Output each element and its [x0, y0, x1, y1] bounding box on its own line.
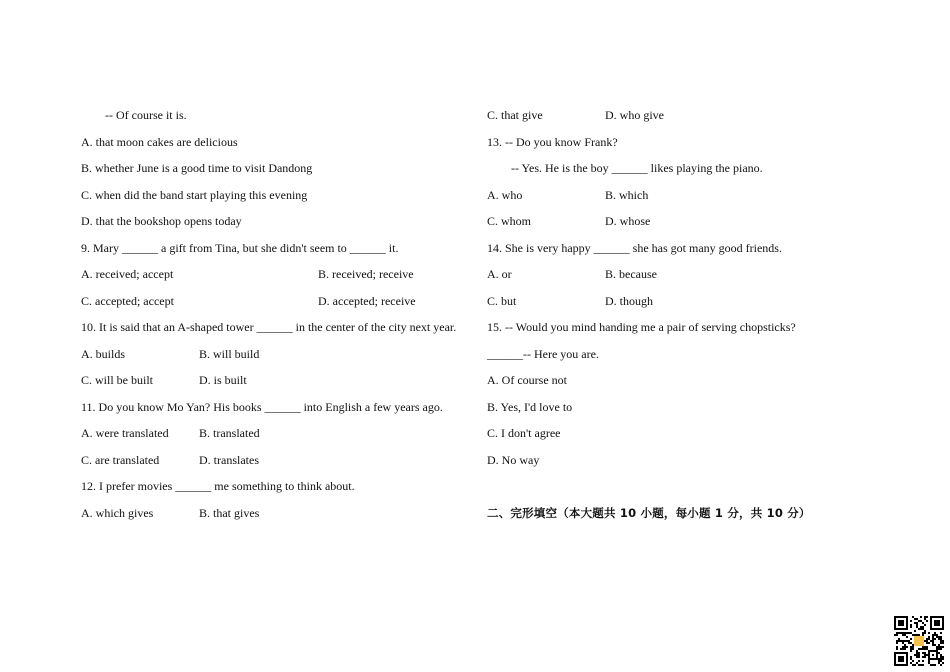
option-text: A. received; accept	[81, 267, 174, 281]
qr-module	[926, 642, 928, 644]
option-text: B. because	[605, 267, 657, 281]
qr-module	[918, 656, 920, 658]
qr-module	[940, 658, 942, 660]
qr-module	[916, 650, 918, 652]
qr-module	[926, 646, 928, 648]
qr-module	[902, 642, 904, 644]
qr-module	[912, 648, 914, 650]
question-line: 9. Mary ______ a gift from Tina, but she didn't seem to ______ it.	[81, 240, 399, 255]
qr-module	[918, 660, 920, 662]
qr-module	[942, 640, 944, 642]
qr-module	[898, 640, 900, 642]
qr-module	[922, 652, 924, 654]
qr-module	[926, 620, 928, 622]
qr-module	[914, 636, 924, 646]
qr-module	[904, 632, 906, 634]
qr-module	[922, 656, 924, 658]
qr-module	[924, 640, 926, 642]
option-text: D. though	[605, 293, 653, 308]
question-line: B. whether June is a good time to visit Dandong	[81, 161, 313, 175]
qr-module	[916, 662, 918, 664]
qr-module	[910, 632, 912, 634]
qr-module	[938, 658, 940, 660]
qr-module	[932, 634, 934, 636]
qr-module	[926, 648, 928, 650]
qr-module	[902, 632, 904, 634]
qr-module	[926, 638, 928, 640]
qr-module	[940, 642, 942, 644]
qr-module	[938, 660, 940, 662]
qr-module	[938, 662, 940, 664]
question-line: B. Yes, I'd love to	[487, 399, 573, 414]
qr-module	[916, 652, 918, 654]
qr-module	[920, 626, 922, 628]
qr-module	[926, 640, 928, 642]
qr-module	[904, 648, 906, 650]
qr-module	[920, 620, 922, 622]
qr-module	[932, 638, 934, 640]
option-text: B. translated	[199, 426, 260, 440]
qr-module	[932, 644, 934, 646]
qr-module	[934, 634, 936, 636]
option-row	[487, 208, 927, 235]
qr-module	[942, 642, 944, 644]
left-column	[81, 102, 476, 526]
qr-module	[938, 638, 940, 640]
option-text: A. which gives	[81, 505, 154, 520]
qr-module	[898, 656, 904, 662]
qr-module	[934, 632, 936, 634]
option-text: A. builds	[81, 346, 126, 361]
qr-module	[940, 664, 942, 666]
qr-module	[932, 640, 934, 642]
question-line: 15. -- Would you mind handing me a pair of serving chopsticks?	[487, 320, 796, 334]
qr-module	[926, 654, 928, 656]
qr-module	[896, 646, 898, 648]
option-row	[81, 341, 476, 368]
qr-module	[930, 640, 932, 642]
option-row	[81, 288, 476, 315]
qr-module	[936, 636, 938, 638]
qr-module	[922, 664, 924, 666]
qr-module	[922, 648, 924, 650]
option-text: D. translates	[199, 452, 259, 467]
qr-module	[922, 622, 924, 624]
qr-module	[912, 646, 914, 648]
qr-module	[924, 656, 926, 658]
qr-module	[910, 646, 912, 648]
qr-module	[896, 642, 898, 644]
option-text: B. will build	[199, 346, 260, 361]
qr-module	[940, 654, 942, 656]
option-row	[487, 102, 927, 129]
qr-module	[928, 642, 930, 644]
qr-module	[914, 630, 916, 632]
qr-module	[928, 638, 930, 640]
qr-module	[900, 640, 902, 642]
qr-module	[912, 616, 914, 618]
option-text: C. that give	[487, 108, 543, 122]
question-line: 12. I prefer movies ______ me something to think about.	[81, 479, 355, 493]
qr-module	[934, 638, 936, 640]
qr-module	[910, 656, 912, 658]
qr-module	[916, 626, 918, 628]
qr-module	[940, 648, 942, 650]
qr-module	[910, 648, 912, 650]
qr-module	[922, 632, 924, 634]
option-text: D. whose	[605, 214, 651, 228]
qr-module	[940, 640, 942, 642]
option-text: B. which	[605, 187, 649, 202]
question-line: A. Of course not	[487, 373, 567, 387]
qr-module	[904, 644, 906, 646]
qr-module	[928, 662, 930, 664]
option-row	[487, 261, 927, 288]
option-text: D. is built	[199, 373, 247, 387]
qr-module	[940, 656, 942, 658]
qr-module	[912, 664, 914, 666]
qr-module	[918, 652, 920, 654]
qr-module	[908, 632, 910, 634]
qr-module	[916, 654, 918, 656]
question-line: 11. Do you know Mo Yan? His books ______ into English a few years ago.	[81, 399, 443, 414]
option-row	[487, 182, 927, 209]
qr-module	[926, 616, 928, 618]
qr-module	[942, 658, 944, 660]
question-line: -- Yes. He is the boy ______ likes playing the piano.	[511, 161, 763, 175]
qr-module	[902, 634, 904, 636]
qr-module	[908, 642, 910, 644]
qr-module	[904, 634, 906, 636]
qr-module	[924, 648, 926, 650]
option-row	[81, 447, 476, 474]
option-text: C. will be built	[81, 373, 153, 387]
qr-module	[918, 628, 920, 630]
qr-module	[906, 632, 908, 634]
qr-module	[932, 664, 934, 666]
qr-module	[912, 644, 914, 646]
option-text: A. or	[487, 267, 512, 281]
qr-module	[942, 662, 944, 664]
right-column	[487, 102, 927, 526]
qr-module	[898, 620, 904, 626]
qr-module	[910, 662, 912, 664]
qr-module	[916, 656, 918, 658]
qr-module	[916, 634, 918, 636]
qr-module	[932, 654, 934, 656]
option-text: D. accepted; receive	[318, 293, 416, 308]
qr-module	[916, 624, 918, 626]
qr-module	[920, 616, 922, 618]
qr-module	[918, 634, 920, 636]
option-text: B. received; receive	[318, 267, 414, 281]
qr-module	[922, 660, 924, 662]
qr-module	[908, 640, 910, 642]
qr-module	[934, 644, 936, 646]
option-text: A. were translated	[81, 426, 169, 440]
qr-module	[914, 664, 916, 666]
qr-module	[936, 646, 938, 648]
qr-module	[940, 638, 942, 640]
qr-module	[924, 654, 926, 656]
qr-module	[940, 632, 942, 634]
qr-module	[938, 644, 940, 646]
question-line: A. that moon cakes are delicious	[81, 134, 238, 149]
section-heading: 二、完形填空（本大题共 10 小题，每小题 1 分，共 10 分）	[487, 505, 811, 520]
qr-module	[918, 654, 920, 656]
qr-module	[920, 664, 922, 666]
qr-module	[936, 634, 938, 636]
qr-module	[902, 640, 904, 642]
question-line: C. when did the band start playing this evening	[81, 187, 308, 202]
option-text: D. who give	[605, 108, 664, 122]
option-row	[81, 367, 476, 394]
qr-module	[910, 626, 912, 628]
qr-module	[896, 640, 898, 642]
qr-code	[894, 616, 944, 666]
qr-module	[924, 616, 926, 618]
qr-module	[928, 636, 930, 638]
qr-module	[898, 638, 900, 640]
qr-module	[932, 636, 934, 638]
qr-module	[928, 632, 930, 634]
question-line: C. I don't agree	[487, 426, 561, 440]
qr-module	[938, 636, 940, 638]
qr-module	[936, 648, 938, 650]
option-text: C. but	[487, 293, 517, 308]
qr-module	[922, 626, 924, 628]
qr-module	[938, 648, 940, 650]
qr-module	[924, 652, 926, 654]
question-line: ______-- Here you are.	[487, 346, 599, 361]
qr-module	[934, 620, 940, 626]
option-text: A. who	[487, 187, 523, 202]
qr-module	[896, 632, 898, 634]
qr-module	[922, 646, 924, 648]
qr-module	[940, 660, 942, 662]
qr-module	[940, 636, 942, 638]
qr-module	[900, 648, 902, 650]
option-text: C. accepted; accept	[81, 293, 174, 308]
qr-module	[928, 660, 930, 662]
qr-module	[920, 628, 922, 630]
qr-module	[924, 632, 926, 634]
qr-module	[914, 622, 916, 624]
qr-module	[902, 648, 904, 650]
qr-module	[942, 656, 944, 658]
question-line: 13. -- Do you know Frank?	[487, 134, 618, 149]
qr-module	[906, 636, 908, 638]
qr-module	[924, 624, 926, 626]
qr-module	[932, 642, 934, 644]
qr-module	[922, 628, 924, 630]
qr-module	[894, 634, 896, 636]
qr-module	[918, 648, 920, 650]
question-line: D. that the bookshop opens today	[81, 214, 242, 228]
qr-module	[924, 618, 926, 620]
qr-module	[940, 646, 942, 648]
qr-module	[918, 664, 920, 666]
qr-module	[904, 640, 906, 642]
qr-module	[896, 648, 898, 650]
qr-module	[910, 650, 912, 652]
qr-module	[930, 664, 932, 666]
option-row	[81, 261, 476, 288]
question-line: 10. It is said that an A-shaped tower ______ in the center of the city next year.	[81, 320, 457, 334]
question-line: D. No way	[487, 452, 540, 467]
qr-module	[902, 646, 904, 648]
qr-module	[914, 654, 916, 656]
qr-module	[910, 638, 912, 640]
qr-module	[924, 646, 926, 648]
qr-module	[912, 660, 914, 662]
question-line: 14. She is very happy ______ she has got many good friends.	[487, 240, 782, 255]
qr-module	[904, 646, 906, 648]
option-text: C. are translated	[81, 452, 160, 467]
qr-module	[914, 618, 916, 620]
option-text: C. whom	[487, 214, 532, 228]
qr-module	[910, 658, 912, 660]
qr-module	[938, 646, 940, 648]
qr-module	[938, 652, 940, 654]
qr-module	[910, 620, 912, 622]
qr-module	[942, 646, 944, 648]
qr-module	[922, 634, 924, 636]
qr-module	[934, 664, 936, 666]
qr-module	[924, 630, 926, 632]
option-text: B. that gives	[199, 505, 260, 520]
qr-module	[900, 632, 902, 634]
qr-module	[916, 618, 918, 620]
qr-module	[898, 632, 900, 634]
qr-module	[914, 634, 916, 636]
qr-module	[918, 620, 920, 622]
option-row	[81, 420, 476, 447]
qr-module	[910, 642, 912, 644]
qr-module	[896, 634, 898, 636]
qr-module	[910, 624, 912, 626]
qr-module	[920, 648, 922, 650]
option-row	[487, 288, 927, 315]
qr-module	[912, 634, 914, 636]
option-row	[81, 500, 476, 527]
qr-module	[906, 646, 908, 648]
qr-module	[916, 622, 918, 624]
spacer	[487, 473, 927, 500]
qr-module	[906, 640, 908, 642]
question-line: -- Of course it is.	[105, 108, 187, 122]
